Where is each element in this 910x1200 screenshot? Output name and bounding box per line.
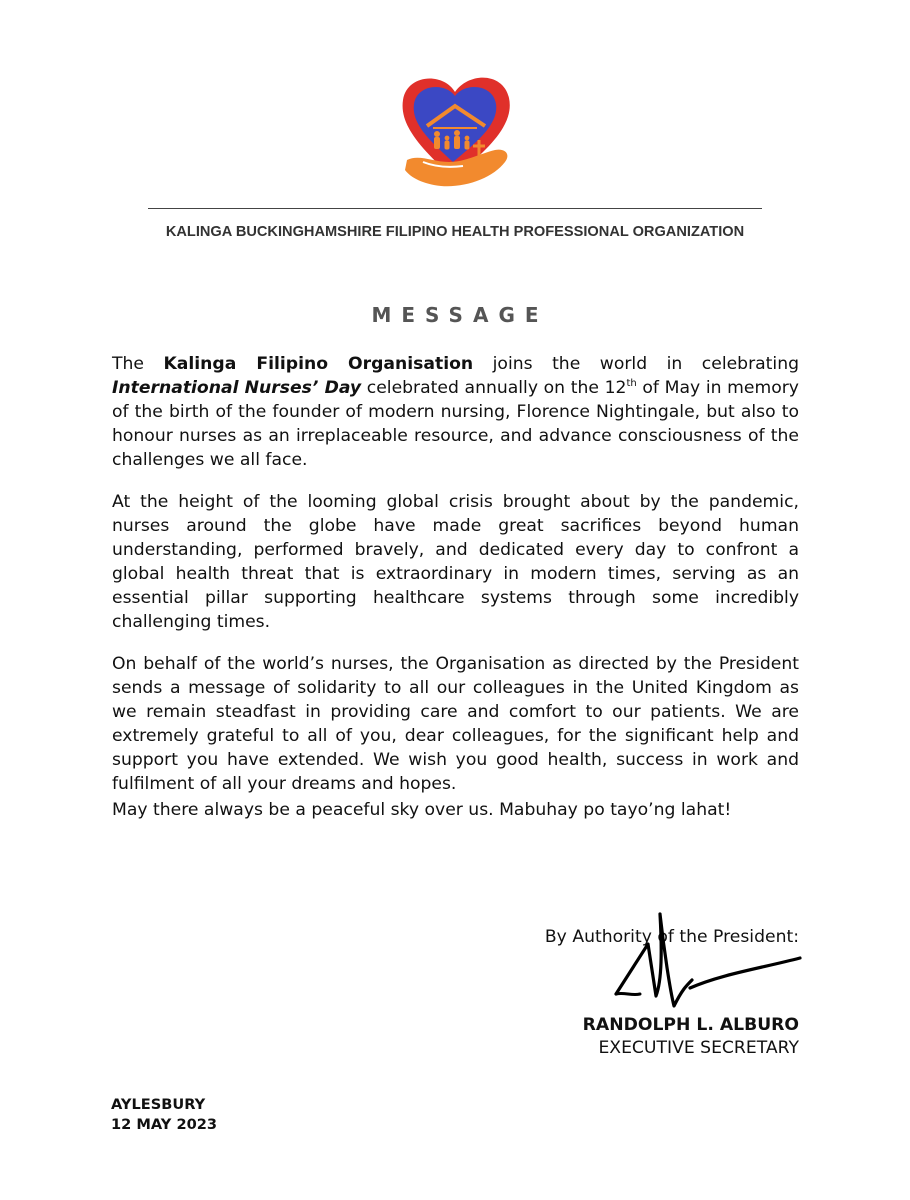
- p1-text-3: celebrated annually on the 12: [361, 378, 627, 398]
- p1-nurses-day: International Nurses’ Day: [112, 378, 362, 398]
- signatory-name: RANDOLPH L. ALBURO: [582, 1015, 799, 1035]
- header-divider: [148, 208, 762, 209]
- date: 12 MAY 2023: [111, 1116, 218, 1133]
- organization-name: KALINGA BUCKINGHAMSHIRE FILIPINO HEALTH PROFESSIONAL ORGANIZATION: [165, 224, 745, 240]
- paragraph-4: May there always be a peaceful sky over us. Mabuhay po tayo’ng lahat!: [112, 800, 732, 820]
- p1-text-4: of May in memory of the birth of the founder of modern nursing, Florence Nightingale, but also to honour nurses as an irreplaceable resource, and advance consciousness of the challenges we all face.: [112, 378, 799, 470]
- paragraph-3: On behalf of the world’s nurses, the Organisation as directed by the President sends a message of solidarity to all our colleagues in the United Kingdom as we remain steadfast in providing care and comfort to our patients. We are extremely grateful to all of you, dear colleagues, for the significant help and support you have extended. We wish you good health, success in work and fulfilment of all your dreams and hopes.: [112, 654, 799, 794]
- p1-org-name: Kalinga Filipino Organisation: [163, 354, 474, 374]
- p1-text-2: joins the world in celebrating: [473, 354, 799, 374]
- p1-text-1: The: [112, 354, 164, 374]
- signatory-title: EXECUTIVE SECRETARY: [598, 1038, 799, 1058]
- place: AYLESBURY: [111, 1096, 206, 1113]
- paragraph-2: At the height of the looming global crisis brought about by the pandemic, nurses around the globe have made great sacrifices beyond human understanding, performed bravely, and dedicated every day to confront a global health threat that is extraordinary in modern times, serving as an essential pillar supporting healthcare systems through some incredibly challenging times.: [112, 492, 799, 632]
- paragraph-1: [112, 352, 799, 472]
- heart-house-family-logo: [393, 70, 519, 198]
- p1-superscript: th: [626, 378, 637, 389]
- handwritten-signature: [612, 910, 802, 1010]
- page-title: MESSAGE: [371, 303, 549, 327]
- authority-line: By Authority of the President:: [544, 927, 799, 947]
